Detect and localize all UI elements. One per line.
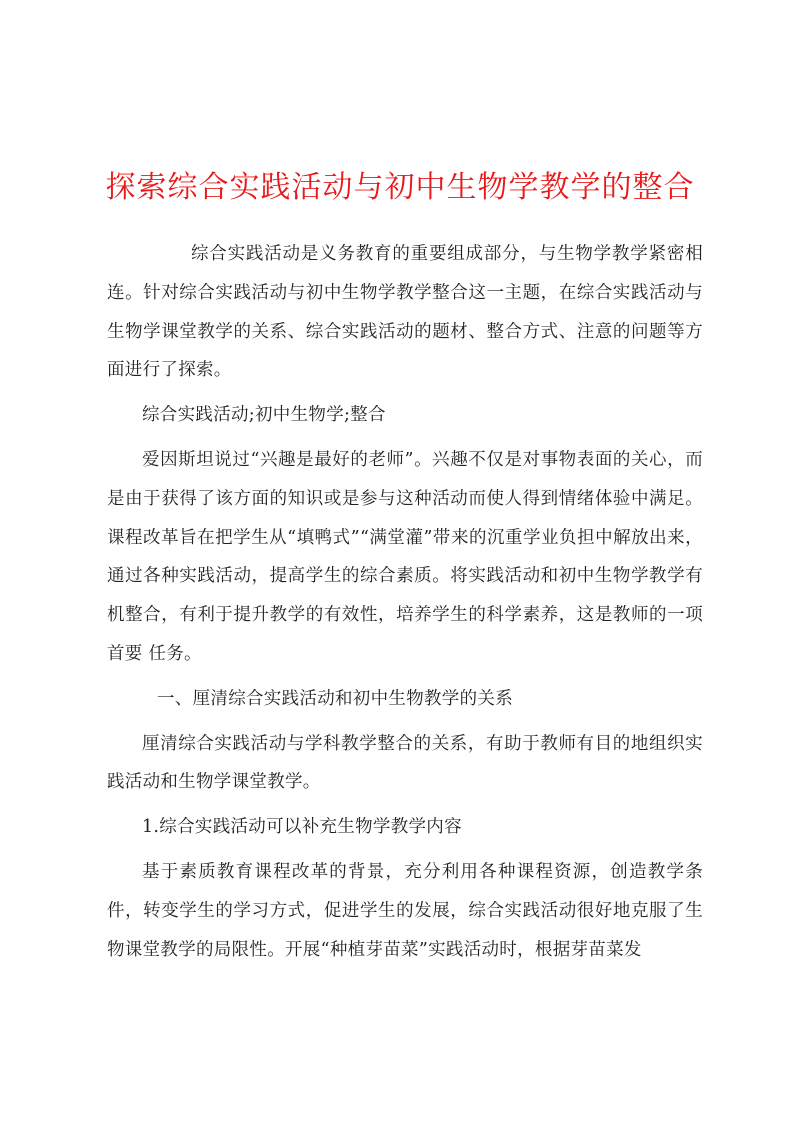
subsection-heading-1: 1.综合实践活动可以补充生物学教学内容: [142, 817, 462, 838]
body-paragraph-3: 基于素质教育课程改革的背景，充分利用各种课程资源，创造教学条件，转变学生的学习方式，促进学生的发展，综合实践活动很好地克服了生物课堂教学的局限性。开展“种植芽苗菜”实践活动时，根据芽苗菜发: [107, 861, 703, 960]
body-paragraph-1: 爱因斯坦说过“兴趣是最好的老师”。兴趣不仅是对事物表面的关心，而是由于获得了该方面的知识或是参与这种活动而使人得到情绪体验中满足。课程改革旨在把学生从“填鸭式”“满堂灌”带来的沉重学业负担中解放出来，通过各种实践活动，提高学生的综合素质。将实践活动和初中生物学教学有机整合，有利于提升教学的有效性，培养学生的科学素养，这是教师的一项首要 任务。: [107, 449, 703, 664]
abstract-paragraph: 综合实践活动是义务教育的重要组成部分，与生物学教学紧密相连。针对综合实践活动与初中生物学教学整合这一主题，在综合实践活动与生物学课堂教学的关系、综合实践活动的题材、整合方式、注意的问题等方面进行了探索。: [107, 244, 703, 381]
keywords-line: 综合实践活动;初中生物学;整合: [142, 405, 386, 426]
document-title: 探索综合实践活动与初中生物学教学的整合: [105, 170, 695, 205]
body-paragraph-2: 厘清综合实践活动与学科教学整合的关系，有助于教师有目的地组织实践活动和生物学课堂教学。: [107, 733, 703, 793]
section-heading-1: 一、厘清综合实践活动和初中生物教学的关系: [157, 688, 513, 709]
document-body: [107, 235, 703, 975]
